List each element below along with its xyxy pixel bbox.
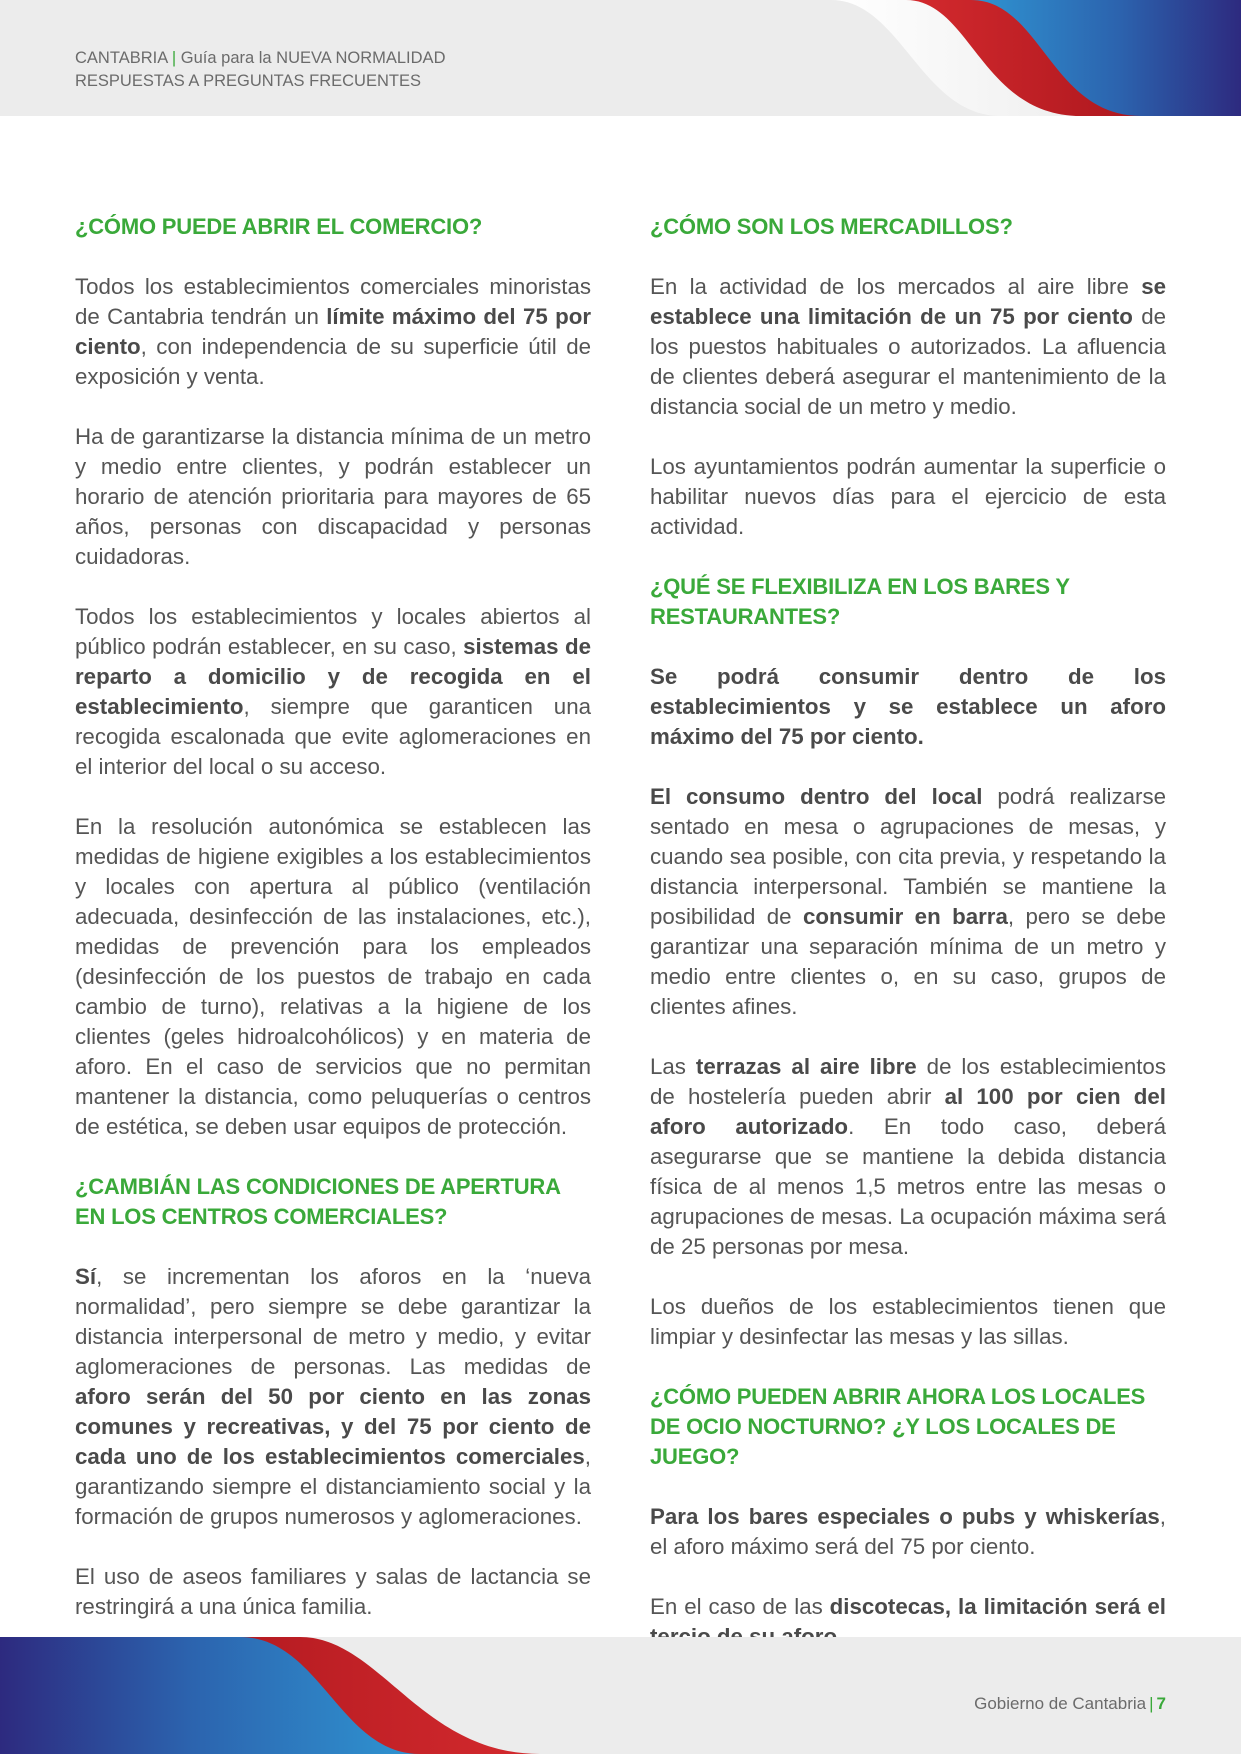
header-line-1 [75, 47, 445, 70]
paragraph-ocio-pubs: Para los bares especiales o pubs y whiskerías, el aforo máximo será del 75 por ciento. [650, 1504, 1166, 1559]
page-number: 7 [1156, 1694, 1166, 1713]
left-column [75, 212, 591, 1652]
paragraph-mercadillos-ayuntamientos: Los ayuntamientos podrán aumentar la superficie o habilitar nuevos días para el ejercicio de esta actividad. [650, 454, 1166, 539]
heading-centros-comerciales: ¿CAMBIÁN LAS CONDICIONES DE APERTURA EN LOS CENTROS COMERCIALES? [75, 1174, 560, 1229]
header-text [75, 47, 445, 93]
paragraph-ocio-discotecas: En el caso de las discotecas, la limitación será el [650, 1594, 1166, 1619]
paragraph-comercio-limite: Todos los establecimientos comerciales minoristas de Cantabria tendrán un límite máximo del 75 por ciento, con independencia de su superficie útil de exposición y venta. [75, 274, 591, 389]
footer-separator: | [1149, 1694, 1154, 1713]
heading-bares-restaurantes: ¿QUÉ SE FLEXIBILIZA EN LOS BARES Y RESTAURANTES? [650, 574, 1070, 629]
paragraph-comercio-reparto: Todos los establecimientos y locales abiertos al público podrán establecer, en su caso, sistemas de reparto a domicilio y de recogida en el establecimiento, siempre que garanticen una recogida escalonada que evite aglomeraciones en el interior del local o su acceso. [75, 604, 591, 779]
paragraph-centros-aforo: Sí, se incrementan los aforos en la ‘nueva normalidad’, pero siempre se debe garantizar la distancia interpersonal de metro y medio, y evitar aglomeraciones de personas. Las medidas de aforo serán del 50 por ciento en las zonas comunes y recreativas, y del 75 por ciento de cada uno de los establecimientos comerciales, garantizando siempre el distanciamiento social y la formación de grupos numerosos y aglomeraciones. [75, 1264, 591, 1529]
page-header [0, 0, 1241, 116]
paragraph-comercio-distancia: Ha de garantizarse la distancia mínima de un metro y medio entre clientes, y podrán establecer un horario de atención prioritaria para mayores de 65 años, personas con discapacidad y personas cuidadoras. [75, 424, 591, 569]
footer-wave-decoration [0, 1637, 560, 1754]
paragraph-mercadillos-limitacion: En la actividad de los mercados al aire libre se establece una limitación de un 75 por ciento de los puestos habituales o autorizados. La afluencia de clientes deberá asegurar el mantenimiento de la distancia social de un metro y medio. [650, 274, 1166, 419]
right-column [650, 212, 1166, 1682]
header-subtitle: RESPUESTAS A PREGUNTAS FRECUENTES [75, 72, 421, 90]
heading-ocio-nocturno: ¿CÓMO PUEDEN ABRIR AHORA LOS LOCALES DE OCIO NOCTURNO? ¿Y LOS LOCALES DE JUEGO? [650, 1384, 1146, 1469]
header-wave-decoration [681, 0, 1241, 116]
heading-mercadillos: ¿CÓMO SON LOS MERCADILLOS? [650, 214, 1013, 239]
heading-comercio: ¿CÓMO PUEDE ABRIR EL COMERCIO? [75, 214, 483, 239]
header-separator: | [171, 49, 177, 67]
header-guide-title: Guía para la NUEVA NORMALIDAD [180, 49, 446, 67]
paragraph-bares-limpieza: Los dueños de los establecimientos tienen que limpiar y desinfectar las mesas y las sillas. [650, 1294, 1166, 1349]
paragraph-bares-consumo: El consumo dentro del local podrá realizarse sentado en mesa o agrupaciones de mesas, y cuando sea posible, con cita previa, y respetando la distancia interpersonal. También se mantiene la posibilidad de consumir en barra, pero se debe garantizar una separación mínima de un metro y medio entre clientes o, en su caso, grupos de clientes afines. [650, 784, 1167, 1019]
paragraph-comercio-higiene: En la resolución autonómica se establecen las medidas de higiene exigibles a los establecimientos y locales con apertura al público (ventilación adecuada, desinfección de las instalaciones, etc.), medidas de prevención para los empleados (desinfección de los puestos de trabajo en cada cambio de turno), relativas a la higiene de los clientes (geles hidroalcohólicos) y en materia de aforo. En el caso de servicios que no permitan mantener la distancia, como peluquerías o centros de estética, se deben usar equipos de protección. [75, 814, 591, 1139]
footer-text [974, 1694, 1166, 1714]
paragraph-bares-terrazas: Las terrazas al aire libre de los establecimientos de hostelería pueden abrir al 100 por cien del aforo autorizado. En todo caso, deberá asegurarse que se mantiene la debida distancia física de al menos 1,5 metros entre las mesas o agrupaciones de mesas. La ocupación máxima será de 25 personas por mesa. [650, 1054, 1166, 1259]
page-footer [0, 1637, 1241, 1754]
paragraph-centros-aseos: El uso de aseos familiares y salas de lactancia se restringirá a una única familia. [75, 1564, 591, 1619]
footer-org: Gobierno de Cantabria [974, 1694, 1147, 1713]
header-brand: CANTABRIA [75, 49, 168, 67]
paragraph-bares-aforo: Se podrá consumir dentro de los establecimientos y se establece un aforo máximo del 75 por ciento. [650, 664, 1166, 749]
